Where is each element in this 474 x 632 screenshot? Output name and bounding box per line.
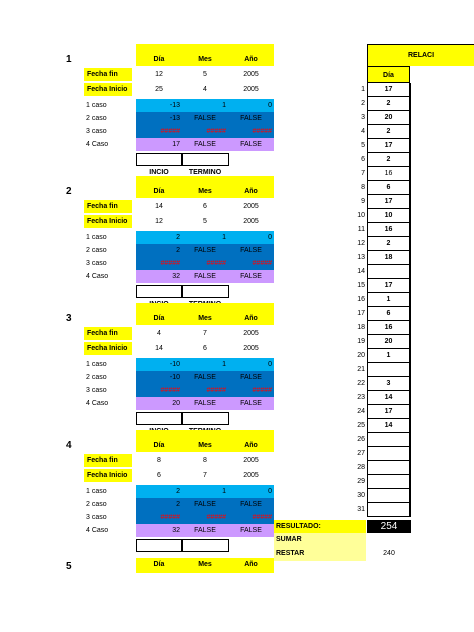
caso1-anio: 0	[268, 102, 272, 109]
row-number: 24	[357, 408, 365, 415]
header-anio: Año	[244, 56, 258, 63]
termino-box[interactable]	[182, 153, 229, 166]
fecha-inicio-value[interactable]: 7	[203, 472, 207, 479]
relacion-cell[interactable]: 14	[367, 391, 410, 405]
row-number: 30	[357, 492, 365, 499]
relacion-cell[interactable]: 16	[367, 167, 410, 181]
termino-box[interactable]	[182, 285, 229, 298]
caso1-label: 1 caso	[86, 102, 107, 109]
header-anio: Año	[244, 442, 258, 449]
row-number: 29	[357, 478, 365, 485]
caso2-mes: FALSE	[194, 247, 216, 254]
relacion-cell[interactable]: 10	[367, 209, 410, 223]
caso3-anio: #####	[252, 387, 272, 394]
caso2-mes: FALSE	[194, 501, 216, 508]
caso2-label: 2 caso	[86, 501, 107, 508]
header-anio: Año	[244, 188, 258, 195]
fecha-fin-label: Fecha fin	[84, 68, 132, 81]
caso4-dia: 32	[172, 527, 180, 534]
relacion-dia-header: Día	[367, 66, 410, 83]
relacion-cell[interactable]: 18	[367, 251, 410, 265]
fecha-inicio-label: Fecha Inicio	[84, 469, 132, 482]
caso2-dia: 2	[176, 247, 180, 254]
header-anio: Año	[244, 315, 258, 322]
inicio-box[interactable]	[136, 412, 182, 425]
caso1-anio: 0	[268, 361, 272, 368]
caso4-mes: FALSE	[194, 141, 216, 148]
caso4-dia: 32	[172, 273, 180, 280]
relacion-cell[interactable]: 17	[367, 405, 410, 419]
relacion-header: RELACI	[367, 44, 474, 66]
caso2-mes: FALSE	[194, 115, 216, 122]
relacion-cell[interactable]: 14	[367, 419, 410, 433]
caso4-mes: FALSE	[194, 273, 216, 280]
fecha-fin-value[interactable]: 12	[155, 71, 163, 78]
fecha-fin-label: Fecha fin	[84, 327, 132, 340]
caso3-dia: #####	[160, 260, 180, 267]
row-number: 12	[357, 240, 365, 247]
termino-box[interactable]	[182, 539, 229, 552]
inicio-box[interactable]	[136, 153, 182, 166]
caso2-anio: FALSE	[240, 374, 262, 381]
fecha-fin-value[interactable]: 8	[157, 457, 161, 464]
caso1-dia: 2	[176, 488, 180, 495]
caso2-label: 2 caso	[86, 115, 107, 122]
row-number: 23	[357, 394, 365, 401]
caso1-label: 1 caso	[86, 234, 107, 241]
fecha-inicio-value[interactable]: 14	[155, 345, 163, 352]
restar-label: RESTAR	[274, 547, 366, 561]
relacion-cell[interactable]: 17	[367, 195, 410, 209]
relacion-cell[interactable]: 17	[367, 139, 410, 153]
caso4-anio: FALSE	[240, 141, 262, 148]
caso4-label: 4 Caso	[86, 400, 109, 407]
caso1-label: 1 caso	[86, 488, 107, 495]
row-number: 1	[361, 86, 365, 93]
section-number: 3	[66, 313, 72, 324]
termino-box[interactable]	[182, 412, 229, 425]
caso3-dia: #####	[160, 128, 180, 135]
relacion-cell[interactable]: 16	[367, 321, 410, 335]
header-dia: Día	[153, 442, 165, 449]
relacion-cell[interactable]: 20	[367, 111, 410, 125]
row-number: 31	[357, 506, 365, 513]
relacion-cell[interactable]: 6	[367, 181, 410, 195]
relacion-right-border	[410, 83, 411, 517]
fecha-fin-value[interactable]: 14	[155, 203, 163, 210]
fecha-fin-value[interactable]: 2005	[243, 330, 259, 337]
row-number: 10	[357, 212, 365, 219]
relacion-cell[interactable]: 2	[367, 153, 410, 167]
fecha-inicio-label: Fecha Inicio	[84, 83, 132, 96]
caso3-dia: #####	[160, 387, 180, 394]
caso4-dia: 20	[172, 400, 180, 407]
fecha-fin-value[interactable]: 5	[203, 71, 207, 78]
relacion-cell[interactable]	[367, 447, 410, 461]
relacion-cell[interactable]: 2	[367, 237, 410, 251]
relacion-cell[interactable]	[367, 475, 410, 489]
relacion-cell[interactable]: 6	[367, 307, 410, 321]
caso1-mes: 1	[222, 102, 226, 109]
caso3-mes: #####	[206, 260, 226, 267]
header-mes: Mes	[198, 315, 212, 322]
header-mes: Mes	[198, 442, 212, 449]
row-number: 9	[361, 198, 365, 205]
fecha-fin-value[interactable]: 2005	[243, 71, 259, 78]
row-number: 6	[361, 156, 365, 163]
row-number: 4	[361, 128, 365, 135]
relacion-cell[interactable]	[367, 503, 410, 517]
caso4-label: 4 Caso	[86, 527, 109, 534]
fecha-fin-label: Fecha fin	[84, 454, 132, 467]
row-number: 16	[357, 296, 365, 303]
fecha-inicio-value[interactable]: 5	[203, 218, 207, 225]
section-number: 2	[66, 186, 72, 197]
section-number: 1	[66, 54, 72, 65]
caso4-anio: FALSE	[240, 527, 262, 534]
row-number: 3	[361, 114, 365, 121]
fecha-inicio-label: Fecha Inicio	[84, 342, 132, 355]
inicio-label: INCIO	[149, 169, 169, 176]
header-mes: Mes	[198, 561, 212, 568]
caso4-mes: FALSE	[194, 400, 216, 407]
row-number: 8	[361, 184, 365, 191]
caso1-mes: 1	[222, 234, 226, 241]
row-number: 26	[357, 436, 365, 443]
fecha-inicio-value[interactable]: 6	[203, 345, 207, 352]
caso3-mes: #####	[206, 514, 226, 521]
caso3-label: 3 caso	[86, 128, 107, 135]
caso3-anio: #####	[252, 514, 272, 521]
fecha-fin-value[interactable]: 6	[203, 203, 207, 210]
caso3-mes: #####	[206, 128, 226, 135]
row-number: 20	[357, 352, 365, 359]
caso3-label: 3 caso	[86, 387, 107, 394]
fecha-inicio-value[interactable]: 12	[155, 218, 163, 225]
relacion-cell[interactable]: 2	[367, 97, 410, 111]
section-number: 5	[66, 561, 72, 572]
caso1-dia: -13	[169, 102, 180, 109]
header-dia: Día	[153, 315, 165, 322]
relacion-cell[interactable]	[367, 461, 410, 475]
sumar-label: SUMAR	[274, 533, 366, 547]
fecha-fin-value[interactable]: 8	[203, 457, 207, 464]
fecha-inicio-value[interactable]: 2005	[243, 218, 259, 225]
relacion-cell[interactable]: 1	[367, 349, 410, 363]
header-anio: Año	[244, 561, 258, 568]
relacion-cell[interactable]: 3	[367, 377, 410, 391]
caso2-dia: -10	[169, 374, 180, 381]
caso1-dia: 2	[176, 234, 180, 241]
fecha-fin-value[interactable]: 7	[203, 330, 207, 337]
header-dia: Día	[153, 188, 165, 195]
caso4-label: 4 Caso	[86, 273, 109, 280]
row-number: 21	[357, 366, 365, 373]
row-number: 5	[361, 142, 365, 149]
caso3-anio: #####	[252, 260, 272, 267]
relacion-cell[interactable]: 20	[367, 335, 410, 349]
row-number: 15	[357, 282, 365, 289]
caso2-anio: FALSE	[240, 115, 262, 122]
relacion-cell[interactable]: 17	[367, 279, 410, 293]
inicio-box[interactable]	[136, 539, 182, 552]
relacion-cell[interactable]: 2	[367, 125, 410, 139]
header-dia: Día	[153, 561, 165, 568]
relacion-cell[interactable]: 1	[367, 293, 410, 307]
relacion-cell[interactable]: 16	[367, 223, 410, 237]
relacion-cell[interactable]	[367, 363, 410, 377]
caso3-mes: #####	[206, 387, 226, 394]
caso3-label: 3 caso	[86, 260, 107, 267]
row-number: 28	[357, 464, 365, 471]
termino-label: TERMINO	[188, 169, 222, 176]
relacion-cell[interactable]	[367, 433, 410, 447]
caso2-dia: 2	[176, 501, 180, 508]
caso4-anio: FALSE	[240, 273, 262, 280]
caso2-mes: FALSE	[194, 374, 216, 381]
caso2-anio: FALSE	[240, 501, 262, 508]
fecha-inicio-value[interactable]: 25	[155, 86, 163, 93]
fecha-fin-value[interactable]: 2005	[243, 203, 259, 210]
row-number: 14	[357, 268, 365, 275]
caso1-mes: 1	[222, 361, 226, 368]
row-number: 22	[357, 380, 365, 387]
caso3-label: 3 caso	[86, 514, 107, 521]
row-number: 17	[357, 310, 365, 317]
row-number: 13	[357, 254, 365, 261]
row-number: 27	[357, 450, 365, 457]
row-number: 2	[361, 100, 365, 107]
row-number: 25	[357, 422, 365, 429]
caso4-mes: FALSE	[194, 527, 216, 534]
fecha-fin-value[interactable]: 2005	[243, 457, 259, 464]
caso1-anio: 0	[268, 234, 272, 241]
caso1-anio: 0	[268, 488, 272, 495]
caso3-dia: #####	[160, 514, 180, 521]
header-mes: Mes	[198, 56, 212, 63]
section-number: 4	[66, 440, 72, 451]
fecha-inicio-value[interactable]: 4	[203, 86, 207, 93]
fecha-fin-label: Fecha fin	[84, 200, 132, 213]
fecha-inicio-label: Fecha Inicio	[84, 215, 132, 228]
caso3-anio: #####	[252, 128, 272, 135]
resultado-label: RESULTADO:	[274, 520, 366, 533]
caso1-dia: -10	[169, 361, 180, 368]
caso2-label: 2 caso	[86, 374, 107, 381]
caso4-anio: FALSE	[240, 400, 262, 407]
fecha-inicio-value[interactable]: 6	[157, 472, 161, 479]
relacion-cell[interactable]	[367, 265, 410, 279]
inicio-box[interactable]	[136, 285, 182, 298]
relacion-cell[interactable]	[367, 489, 410, 503]
relacion-cell[interactable]: 17	[367, 83, 410, 97]
header-mes: Mes	[198, 188, 212, 195]
row-number: 7	[361, 170, 365, 177]
row-number: 19	[357, 338, 365, 345]
fecha-inicio-value[interactable]: 2005	[243, 345, 259, 352]
fecha-inicio-value[interactable]: 2005	[243, 86, 259, 93]
fecha-inicio-value[interactable]: 2005	[243, 472, 259, 479]
restar-value: 240	[383, 550, 395, 557]
row-number: 11	[357, 226, 365, 233]
caso2-dia: -13	[169, 115, 180, 122]
result-box: 254	[367, 520, 411, 533]
caso4-label: 4 Caso	[86, 141, 109, 148]
caso2-anio: FALSE	[240, 247, 262, 254]
header-dia: Día	[153, 56, 165, 63]
caso1-label: 1 caso	[86, 361, 107, 368]
caso2-label: 2 caso	[86, 247, 107, 254]
caso4-dia: 17	[172, 141, 180, 148]
row-number: 18	[357, 324, 365, 331]
fecha-fin-value[interactable]: 4	[157, 330, 161, 337]
caso1-mes: 1	[222, 488, 226, 495]
